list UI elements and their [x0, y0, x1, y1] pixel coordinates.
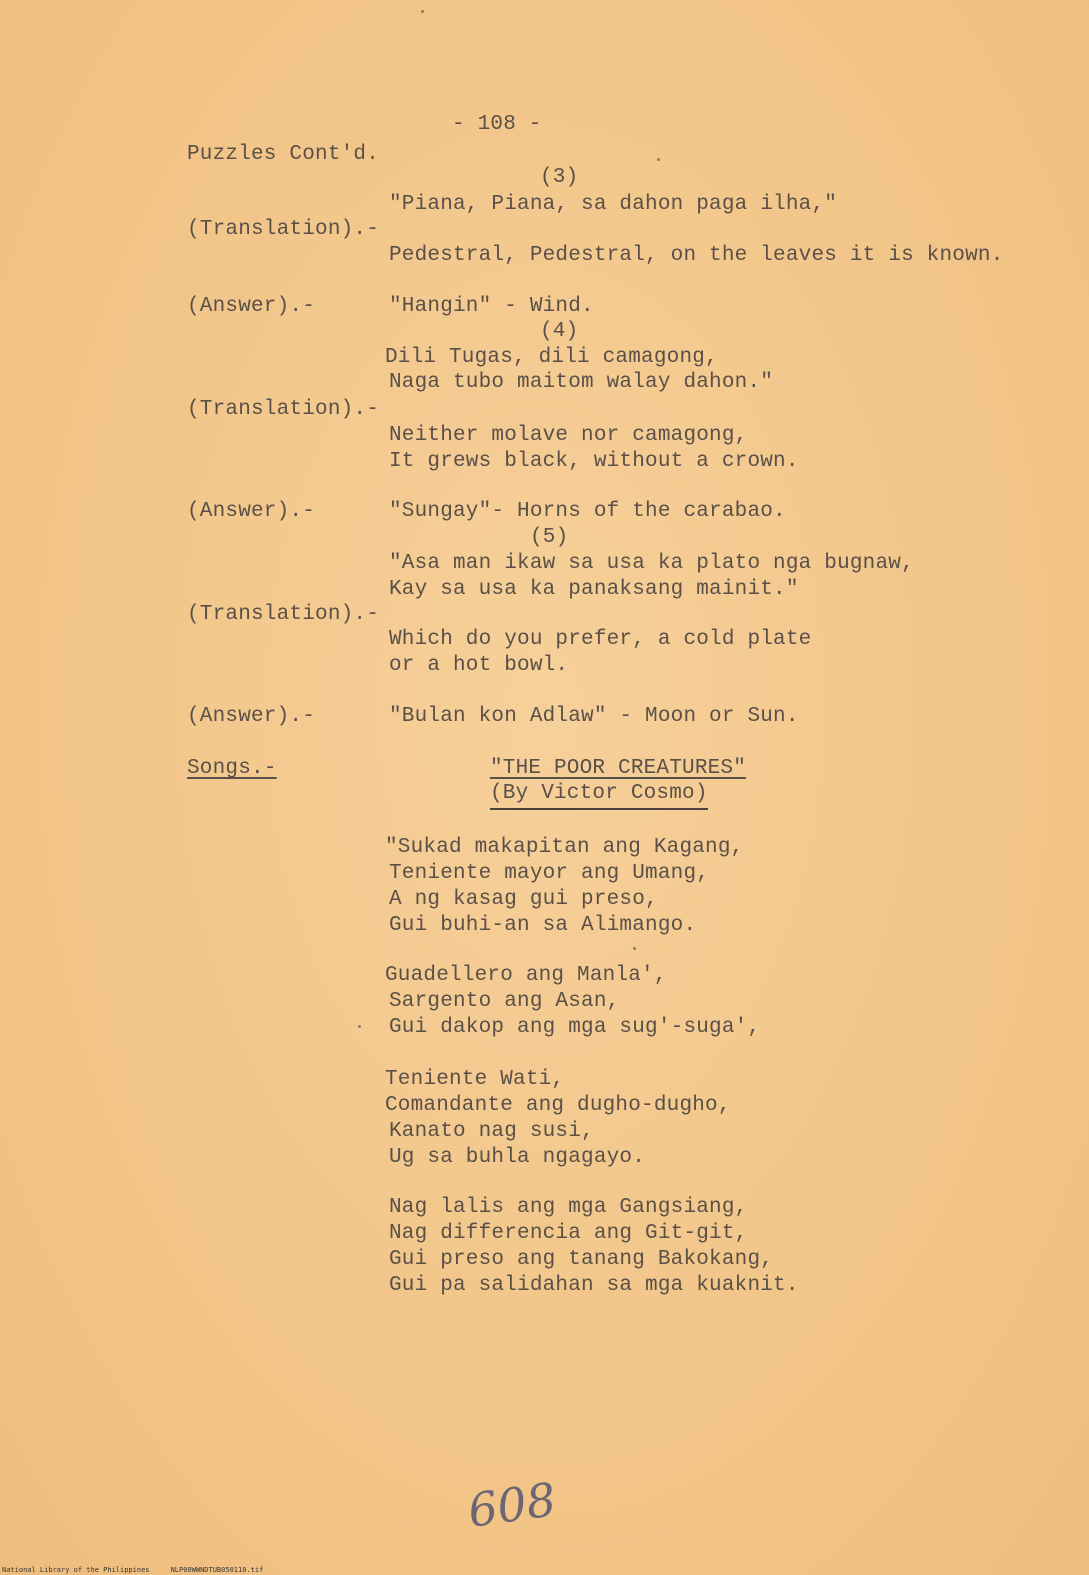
section-header: Puzzles Cont'd.: [187, 143, 380, 166]
paper-speck: [657, 158, 660, 161]
paper-speck: [633, 947, 636, 950]
answer-label: (Answer).-: [187, 705, 316, 728]
song-line: Kanato nag susi,: [389, 1120, 594, 1143]
translation-label: (Translation).-: [187, 218, 380, 241]
riddle-line: "Piana, Piana, sa dahon paga ilha,": [389, 193, 838, 216]
song-line: Teniente Wati,: [385, 1068, 565, 1091]
songs-label: Songs.-: [187, 757, 277, 780]
song-byline: (By Victor Cosmo): [490, 782, 708, 810]
riddle-line: Dili Tugas, dili camagong,: [385, 346, 718, 369]
song-line: Sargento ang Asan,: [389, 990, 620, 1013]
translation-label: (Translation).-: [187, 603, 380, 626]
riddle-line: Kay sa usa ka panaksang mainit.": [389, 578, 799, 601]
riddle-line: "Asa man ikaw sa usa ka plato nga bugnaw,: [389, 552, 914, 575]
song-line: Nag differencia ang Git-git,: [389, 1222, 748, 1245]
answer-text: "Sungay"- Horns of the carabao.: [389, 500, 786, 523]
song-line: Guadellero ang Manla',: [385, 964, 667, 987]
puzzle-number: (4): [540, 320, 579, 343]
translation-line: It grews black, without a crown.: [389, 450, 799, 473]
song-title: "THE POOR CREATURES": [490, 757, 747, 780]
paper-speck: [421, 10, 424, 13]
answer-label: (Answer).-: [187, 295, 316, 318]
answer-label: (Answer).-: [187, 500, 316, 523]
song-line: Comandante ang dugho-dugho,: [385, 1094, 731, 1117]
puzzle-number: (5): [530, 526, 569, 549]
song-line: Gui dakop ang mga sug'-suga',: [389, 1016, 761, 1039]
song-line: Nag lalis ang mga Gangsiang,: [389, 1196, 748, 1219]
footer-caption: National Library of the Philippines NLP00WWNDTUB050110.tif: [2, 1566, 264, 1574]
song-line: Ug sa buhla ngagayo.: [389, 1146, 646, 1169]
song-line: A ng kasag gui preso,: [389, 888, 658, 911]
song-line: Gui pa salidahan sa mga kuaknit.: [389, 1274, 799, 1297]
song-line: "Sukad makapitan ang Kagang,: [385, 836, 744, 859]
translation-line: Neither molave nor camagong,: [389, 424, 748, 447]
riddle-line: Naga tubo maitom walay dahon.": [389, 371, 774, 394]
translation-label: (Translation).-: [187, 398, 380, 421]
puzzle-number: (3): [540, 166, 579, 189]
translation-line: Which do you prefer, a cold plate: [389, 628, 812, 651]
song-line: Teniente mayor ang Umang,: [389, 862, 710, 885]
answer-text: "Hangin" - Wind.: [389, 295, 594, 318]
paper-speck: [358, 1025, 361, 1028]
translation-line: Pedestral, Pedestral, on the leaves it is known.: [389, 244, 1004, 267]
handwritten-page-number: 608: [464, 1472, 560, 1538]
page-number: - 108 -: [452, 113, 542, 136]
song-line: Gui preso ang tanang Bakokang,: [389, 1248, 774, 1271]
translation-line: or a hot bowl.: [389, 654, 569, 677]
answer-text: "Bulan kon Adlaw" - Moon or Sun.: [389, 705, 799, 728]
song-line: Gui buhi-an sa Alimango.: [389, 914, 697, 937]
